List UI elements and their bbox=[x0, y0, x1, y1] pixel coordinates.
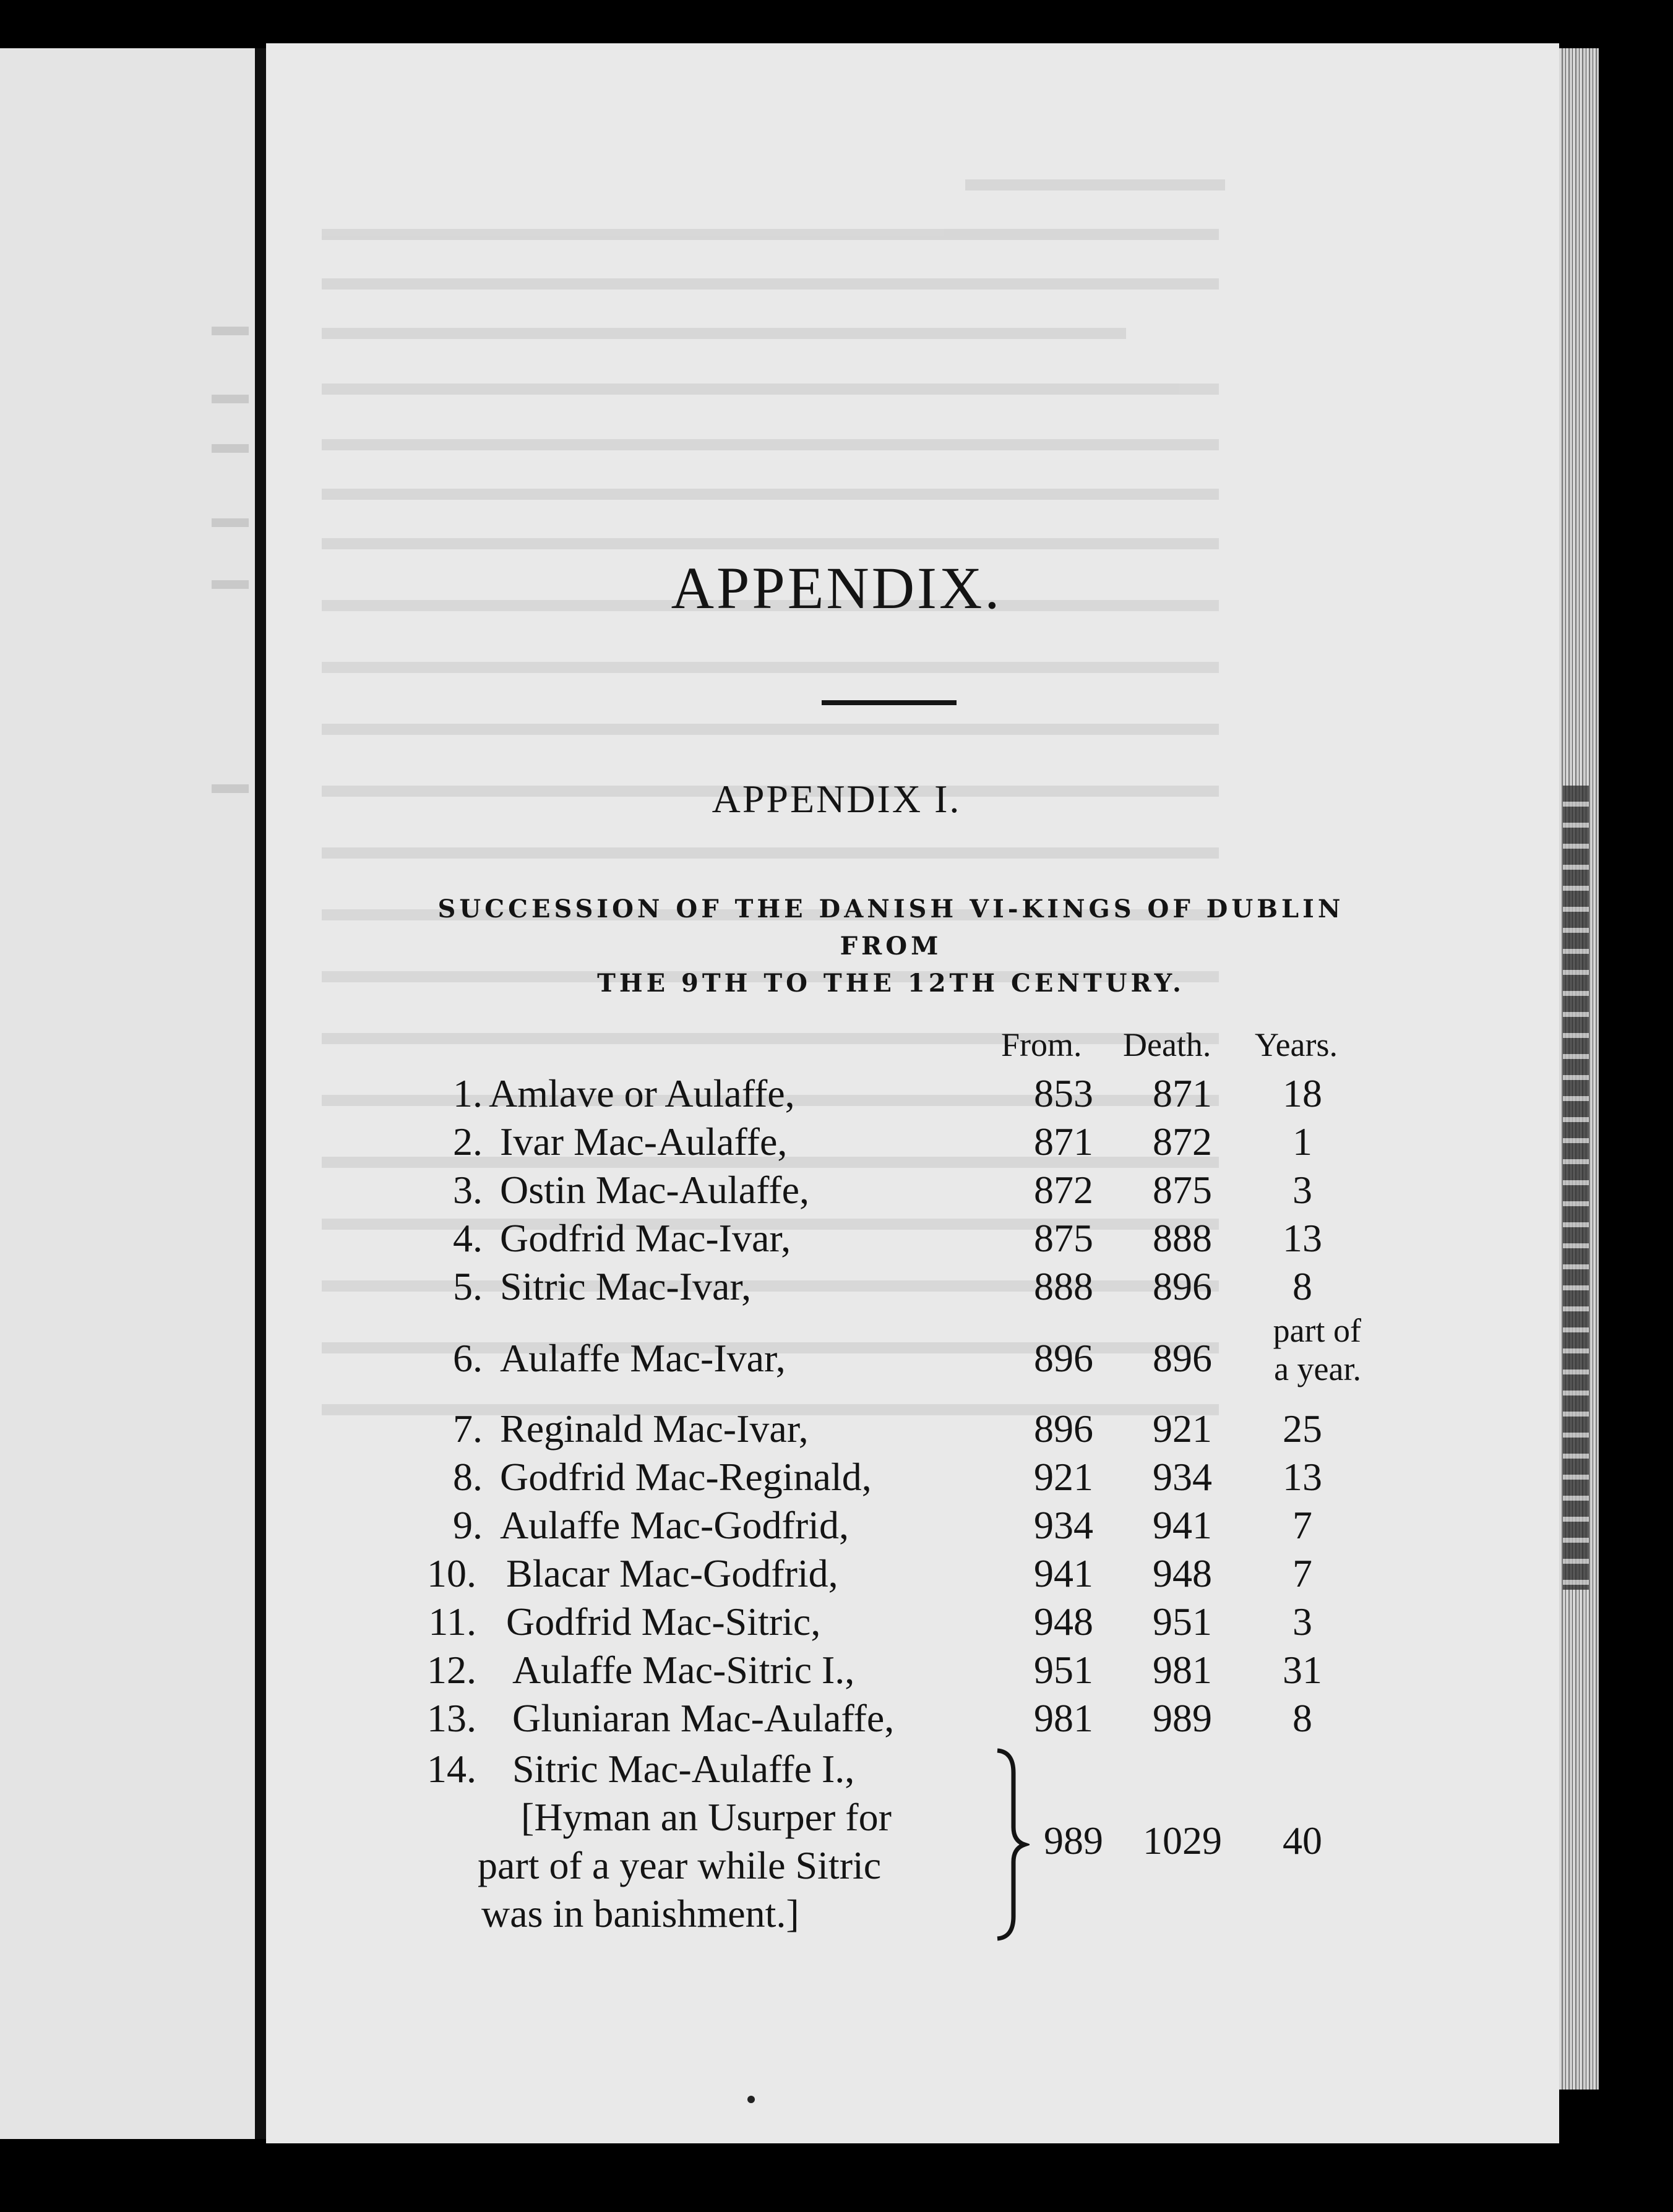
row-number: 3. bbox=[453, 1168, 483, 1212]
king-name: Gluniaran Mac-Aulaffe, bbox=[512, 1696, 895, 1740]
from-year: 888 bbox=[1034, 1264, 1093, 1308]
row-number: 7. bbox=[453, 1407, 483, 1451]
king-name: Sitric Mac-Ivar, bbox=[500, 1264, 752, 1308]
death-year: 872 bbox=[1153, 1120, 1212, 1164]
from-year: 948 bbox=[1034, 1600, 1093, 1644]
death-year: 989 bbox=[1153, 1696, 1212, 1740]
reign-years: 3 bbox=[1292, 1168, 1312, 1212]
death-year: 934 bbox=[1153, 1455, 1212, 1499]
from-year: 989 bbox=[1044, 1819, 1103, 1863]
reign-years-line-1: part of bbox=[1273, 1312, 1361, 1349]
from-year: 896 bbox=[1034, 1407, 1093, 1451]
death-year: 875 bbox=[1153, 1168, 1212, 1212]
note-line: was in banishment.] bbox=[481, 1892, 799, 1936]
from-year: 853 bbox=[1034, 1071, 1093, 1115]
column-header-death: Death. bbox=[1123, 1026, 1211, 1063]
facing-page bbox=[0, 48, 255, 2139]
death-year: 888 bbox=[1153, 1216, 1212, 1260]
death-year: 896 bbox=[1153, 1336, 1212, 1380]
death-year: 951 bbox=[1153, 1600, 1212, 1644]
reign-years: 1 bbox=[1292, 1120, 1312, 1164]
king-name: Blacar Mac-Godfrid, bbox=[506, 1551, 838, 1595]
page-mark bbox=[747, 2096, 755, 2103]
king-name: Amlave or Aulaffe, bbox=[489, 1071, 795, 1115]
caption-line-1: SUCCESSION OF THE DANISH VI-KINGS OF DUBLIN FROM bbox=[437, 894, 1344, 961]
reign-years: 8 bbox=[1292, 1264, 1312, 1308]
king-name: Aulaffe Mac-Ivar, bbox=[500, 1336, 786, 1380]
reign-years: 8 bbox=[1292, 1696, 1312, 1740]
from-year: 921 bbox=[1034, 1455, 1093, 1499]
appendix-title: APPENDIX. bbox=[671, 555, 1002, 621]
reign-years: 31 bbox=[1283, 1648, 1322, 1692]
king-name: Aulaffe Mac-Godfrid, bbox=[500, 1503, 849, 1547]
row-number: 13. bbox=[427, 1696, 476, 1740]
death-year: 871 bbox=[1153, 1071, 1212, 1115]
edge-bleed-mark bbox=[1563, 786, 1589, 1590]
note-line: part of a year while Sitric bbox=[478, 1843, 882, 1887]
death-year: 981 bbox=[1153, 1648, 1212, 1692]
title-rule bbox=[822, 700, 957, 705]
row-number: 5. bbox=[453, 1264, 483, 1308]
from-year: 872 bbox=[1034, 1168, 1093, 1212]
row-number: 10. bbox=[427, 1551, 476, 1595]
death-year: 921 bbox=[1153, 1407, 1212, 1451]
row-number: 14. bbox=[427, 1747, 476, 1791]
row-number: 12. bbox=[427, 1648, 476, 1692]
row-number: 1. bbox=[453, 1071, 483, 1115]
appendix-subtitle: APPENDIX I. bbox=[712, 777, 961, 821]
reign-years: 3 bbox=[1292, 1600, 1312, 1644]
reign-years-line-2: a year. bbox=[1274, 1350, 1361, 1387]
king-name: Sitric Mac-Aulaffe I., bbox=[512, 1747, 855, 1791]
from-year: 875 bbox=[1034, 1216, 1093, 1260]
king-name: Aulaffe Mac-Sitric I., bbox=[512, 1648, 855, 1692]
table-caption bbox=[408, 891, 1374, 1002]
king-name: Ivar Mac-Aulaffe, bbox=[500, 1120, 788, 1164]
from-year: 896 bbox=[1034, 1336, 1093, 1380]
from-year: 981 bbox=[1034, 1696, 1093, 1740]
death-year: 948 bbox=[1153, 1551, 1212, 1595]
right-brace bbox=[992, 1748, 1030, 1941]
row-number: 4. bbox=[453, 1216, 483, 1260]
row-number: 2. bbox=[453, 1120, 483, 1164]
death-year: 941 bbox=[1153, 1503, 1212, 1547]
king-name: Godfrid Mac-Reginald, bbox=[500, 1455, 872, 1499]
from-year: 941 bbox=[1034, 1551, 1093, 1595]
column-header-from: From. bbox=[1001, 1026, 1082, 1063]
book-gutter bbox=[255, 48, 266, 2139]
reign-years: 7 bbox=[1292, 1503, 1312, 1547]
reign-years bbox=[1231, 1311, 1361, 1388]
row-number: 9. bbox=[453, 1503, 483, 1547]
reign-years: 13 bbox=[1283, 1455, 1322, 1499]
row-number: 11. bbox=[428, 1600, 476, 1644]
reign-years: 25 bbox=[1283, 1407, 1322, 1451]
column-header-years: Years. bbox=[1255, 1026, 1338, 1063]
death-year: 1029 bbox=[1143, 1819, 1222, 1863]
row-number: 6. bbox=[453, 1336, 483, 1380]
death-year: 896 bbox=[1153, 1264, 1212, 1308]
king-name: Godfrid Mac-Sitric, bbox=[506, 1600, 821, 1644]
row-number: 8. bbox=[453, 1455, 483, 1499]
from-year: 951 bbox=[1034, 1648, 1093, 1692]
king-name: Ostin Mac-Aulaffe, bbox=[500, 1168, 809, 1212]
king-name: Reginald Mac-Ivar, bbox=[500, 1407, 809, 1451]
reign-years: 18 bbox=[1283, 1071, 1322, 1115]
king-name: Godfrid Mac-Ivar, bbox=[500, 1216, 791, 1260]
reign-years: 13 bbox=[1283, 1216, 1322, 1260]
from-year: 871 bbox=[1034, 1120, 1093, 1164]
note-line: [Hyman an Usurper for bbox=[521, 1795, 892, 1839]
from-year: 934 bbox=[1034, 1503, 1093, 1547]
reign-years: 40 bbox=[1283, 1819, 1322, 1863]
reign-years: 7 bbox=[1292, 1551, 1312, 1595]
caption-line-2: THE 9TH TO THE 12TH CENTURY. bbox=[597, 969, 1185, 998]
